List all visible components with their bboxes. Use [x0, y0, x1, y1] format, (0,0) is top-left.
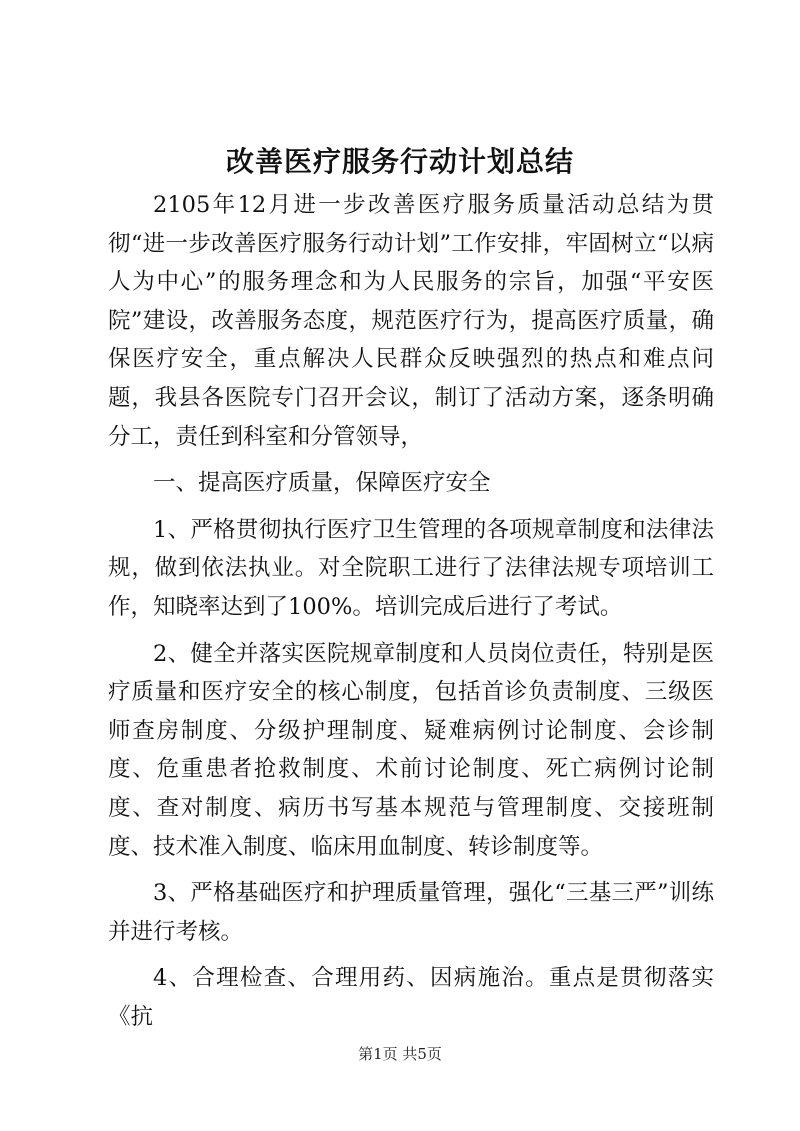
document-body [108, 186, 714, 1036]
document-title: 改善医疗服务行动计划总结 [225, 145, 574, 178]
paragraph-item-1: 1、严格贯彻执行医疗卫生管理的各项规章制度和法律法规，做到依法执业。对全院职工进行了法律法规专项培训工作，知晓率达到了100%。培训完成后进行了考试。 [108, 516, 714, 620]
page-number-footer: 第1页 共5页 [358, 1045, 442, 1063]
paragraph-item-2: 2、健全并落实医院规章制度和人员岗位责任，特别是医疗质量和医疗安全的核心制度，包括首诊负责制度、三级医师查房制度、分级护理制度、疑难病例讨论制度、会诊制度、危重患者抢救制度、术前讨论制度、死亡病例讨论制度、查对制度、病历书写基本规范与管理制度、交接班制度、技术准入制度、临床用血制度、转诊制度等。 [108, 640, 714, 860]
paragraph-intro: 2105年12月进一步改善医疗服务质量活动总结为贯彻“进一步改善医疗服务行动计划”工作安排，牢固树立“以病人为中心”的服务理念和为人民服务的宗旨，加强“平安医院”建设，改善服务态度，规范医疗行为，提高医疗质量，确保医疗安全，重点解决人民群众反映强烈的热点和难点问题，我县各医院专门召开会议，制订了活动方案，逐条明确分工，责任到科室和分管领导， [108, 192, 714, 450]
paragraph-item-3: 3、严格基础医疗和护理质量管理，强化“三基三严”训练并进行考核。 [108, 880, 714, 945]
paragraph-item-4: 4、合理检查、合理用药、因病施治。重点是贯彻落实《抗 [108, 965, 714, 1030]
section-heading: 一、提高医疗质量，保障医疗安全 [153, 470, 491, 497]
